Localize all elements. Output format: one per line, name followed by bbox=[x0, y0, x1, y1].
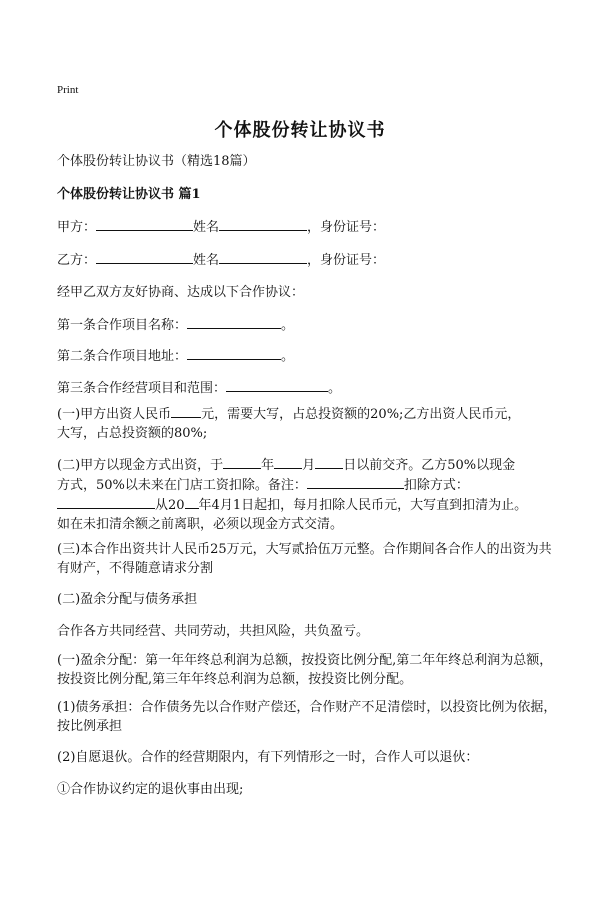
invest-2-note-blank bbox=[307, 475, 404, 489]
party-b-id-label: ，身份证号： bbox=[307, 253, 386, 268]
party-b-line bbox=[57, 250, 557, 270]
profit-distribution-text: (一)盈余分配：第一年年终总利润为总额，按投资比例分配,第二年年终总利润为总额，按投资比例分配,第三年年终总利润为总额，按投资比例分配。 bbox=[57, 653, 553, 687]
party-a-blank bbox=[96, 217, 193, 231]
invest-2-part-b: 日以前交齐。乙方50%以现金 bbox=[343, 458, 516, 473]
invest-2-part-g: 如在未扣清余额之前离职，必须以现金方式交清。 bbox=[57, 517, 344, 532]
article-3-end: 。 bbox=[328, 381, 342, 396]
party-b-name-blank bbox=[219, 250, 307, 264]
article-2-label: 第二条合作项目地址： bbox=[57, 349, 188, 364]
party-a-name-label: 姓名 bbox=[193, 220, 220, 235]
page-title: 个体股份转让协议书 bbox=[214, 120, 386, 141]
debt-text: (1)债务承担：合作债务先以合作财产偿还，合作财产不足清偿时，以投资比例为依据，按比例承担 bbox=[57, 700, 557, 734]
party-b-label: 乙方： bbox=[57, 253, 97, 268]
invest-2-part-d: 扣除方式： bbox=[403, 478, 469, 493]
party-b-name-label: 姓名 bbox=[193, 253, 220, 268]
investment-paragraph-2 bbox=[57, 455, 557, 534]
investment-paragraph-1 bbox=[57, 404, 557, 443]
invest-2-part-f: 年4月1日起扣，每月扣除人民币元，大写直到扣清为止。 bbox=[198, 498, 528, 513]
party-a-name-blank bbox=[219, 217, 307, 231]
invest-1-blank bbox=[171, 404, 201, 418]
invest-2-part-a: (二)甲方以现金方式出资，于 bbox=[57, 458, 224, 473]
article-3-label: 第三条合作经营项目和范围： bbox=[57, 381, 227, 396]
invest-2-part-e: 从20 bbox=[155, 498, 185, 513]
party-b-blank bbox=[96, 250, 193, 264]
article-1 bbox=[57, 315, 557, 335]
invest-1-part-c: 大写，占总投资额的80%; bbox=[57, 426, 208, 441]
joint-operation-text: 合作各方共同经营、共同劳动，共担风险，共负盈亏。 bbox=[57, 624, 370, 639]
invest-2-month: 月 bbox=[302, 458, 316, 473]
invest-2-year: 年 bbox=[261, 458, 275, 473]
party-a-line bbox=[57, 217, 557, 237]
invest-2-part-c: 方式，50%以未来在门店工资扣除。备注： bbox=[57, 478, 307, 493]
section-heading: 个体股份转让协议书 篇1 bbox=[57, 187, 201, 202]
article-1-blank bbox=[187, 315, 281, 329]
article-3 bbox=[57, 378, 557, 398]
invest-2-day-blank bbox=[315, 455, 343, 469]
invest-1-part-b: 元，需要大写，占总投资额的20%;乙方出资人民币元， bbox=[201, 407, 521, 422]
invest-2-year-blank bbox=[223, 455, 261, 469]
investment-paragraph-3: (三)本合作出资共计人民币25万元，大写贰拾伍万元整。合作期间各合作人的出资为共有财产，不得随意请求分割 bbox=[57, 542, 552, 576]
article-2 bbox=[57, 346, 557, 366]
article-1-label: 第一条合作项目名称： bbox=[57, 318, 188, 333]
document-subtitle: 个体股份转让协议书（精选18篇） bbox=[57, 154, 256, 169]
intro-text: 经甲乙双方友好协商、达成以下合作协议： bbox=[57, 285, 305, 300]
party-a-id-label: ，身份证号： bbox=[307, 220, 386, 235]
article-2-end: 。 bbox=[281, 349, 295, 364]
article-1-end: 。 bbox=[281, 318, 295, 333]
withdrawal-item-1: ①合作协议约定的退伙事由出现; bbox=[57, 782, 244, 797]
withdrawal-text: (2)自愿退伙。合作的经营期限内，有下列情形之一时，合作人可以退伙： bbox=[57, 750, 479, 765]
article-3-blank bbox=[226, 378, 328, 392]
print-label[interactable]: Print bbox=[57, 84, 79, 96]
party-a-label: 甲方： bbox=[57, 220, 97, 235]
invest-2-start-blank bbox=[57, 495, 155, 509]
invest-2-year2-blank bbox=[185, 495, 199, 509]
invest-1-part-a: (一)甲方出资人民币 bbox=[57, 407, 172, 422]
article-2-blank bbox=[187, 346, 281, 360]
profit-heading: (二)盈余分配与债务承担 bbox=[57, 592, 198, 607]
invest-2-month-blank bbox=[274, 455, 302, 469]
